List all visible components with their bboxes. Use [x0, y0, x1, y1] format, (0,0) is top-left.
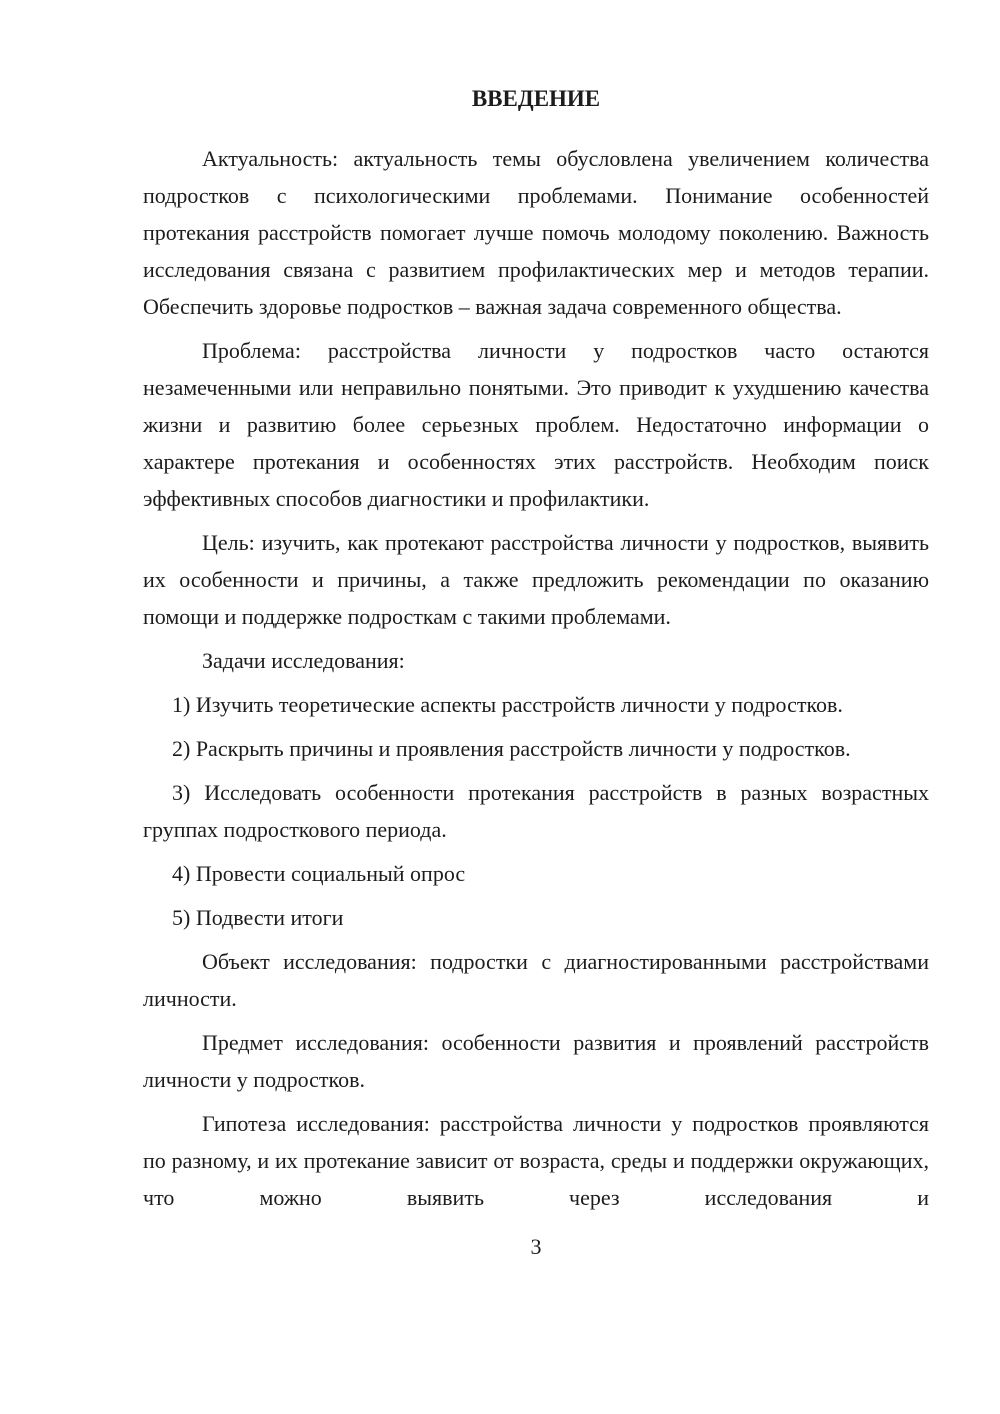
page-title: ВВЕДЕНИЕ: [471, 86, 601, 111]
paragraph-obekt: Объект исследования: подростки с диагностированными расстройствами личности.: [143, 949, 929, 1011]
paragraph-predmet: Предмет исследования: особенности развития и проявлений расстройств личности у подростков.: [143, 1030, 929, 1092]
paragraph-aktualnost: Актуальность: актуальность темы обусловлена увеличением количества подростков с психологическими проблемами. Понимание особенностей протекания расстройств помогает лучше помочь молодому поколению. Важность исследования связана с развитием профилактических мер и методов терапии. Обеспечить здоровье подростков – важная задача современного общества.: [143, 146, 929, 319]
paragraph-cel: Цель: изучить, как протекают расстройства личности у подростков, выявить их особенности и причины, а также предложить рекомендации по оказанию помощи и поддержке подросткам с такими проблемами.: [143, 530, 929, 629]
list-item-4: 4) Провести социальный опрос: [172, 861, 466, 886]
list-item-1: 1) Изучить теоретические аспекты расстройств личности у подростков.: [172, 692, 843, 717]
page-number: 3: [530, 1234, 542, 1259]
list-item-3: 3) Исследовать особенности протекания расстройств в разных возрастных группах подросткового периода.: [143, 780, 929, 842]
list-item-2: 2) Раскрыть причины и проявления расстройств личности у подростков.: [172, 736, 851, 761]
paragraph-gipoteza: Гипотеза исследования: расстройства личности у подростков проявляются по разному, и их протекание зависит от возраста, среды и поддержки окружающих, что можно выявить через исследования и: [143, 1111, 929, 1210]
paragraph-zadachi-heading: Задачи исследования:: [202, 648, 405, 673]
paragraph-problema: Проблема: расстройства личности у подростков часто остаются незамеченными или неправильно понятыми. Это приводит к ухудшению качества жизни и развитию более серьезных проблем. Недостаточно информации о характере протекания и особенностях этих расстройств. Необходим поиск эффективных способов диагностики и профилактики.: [143, 338, 929, 511]
list-item-5: 5) Подвести итоги: [172, 905, 344, 930]
